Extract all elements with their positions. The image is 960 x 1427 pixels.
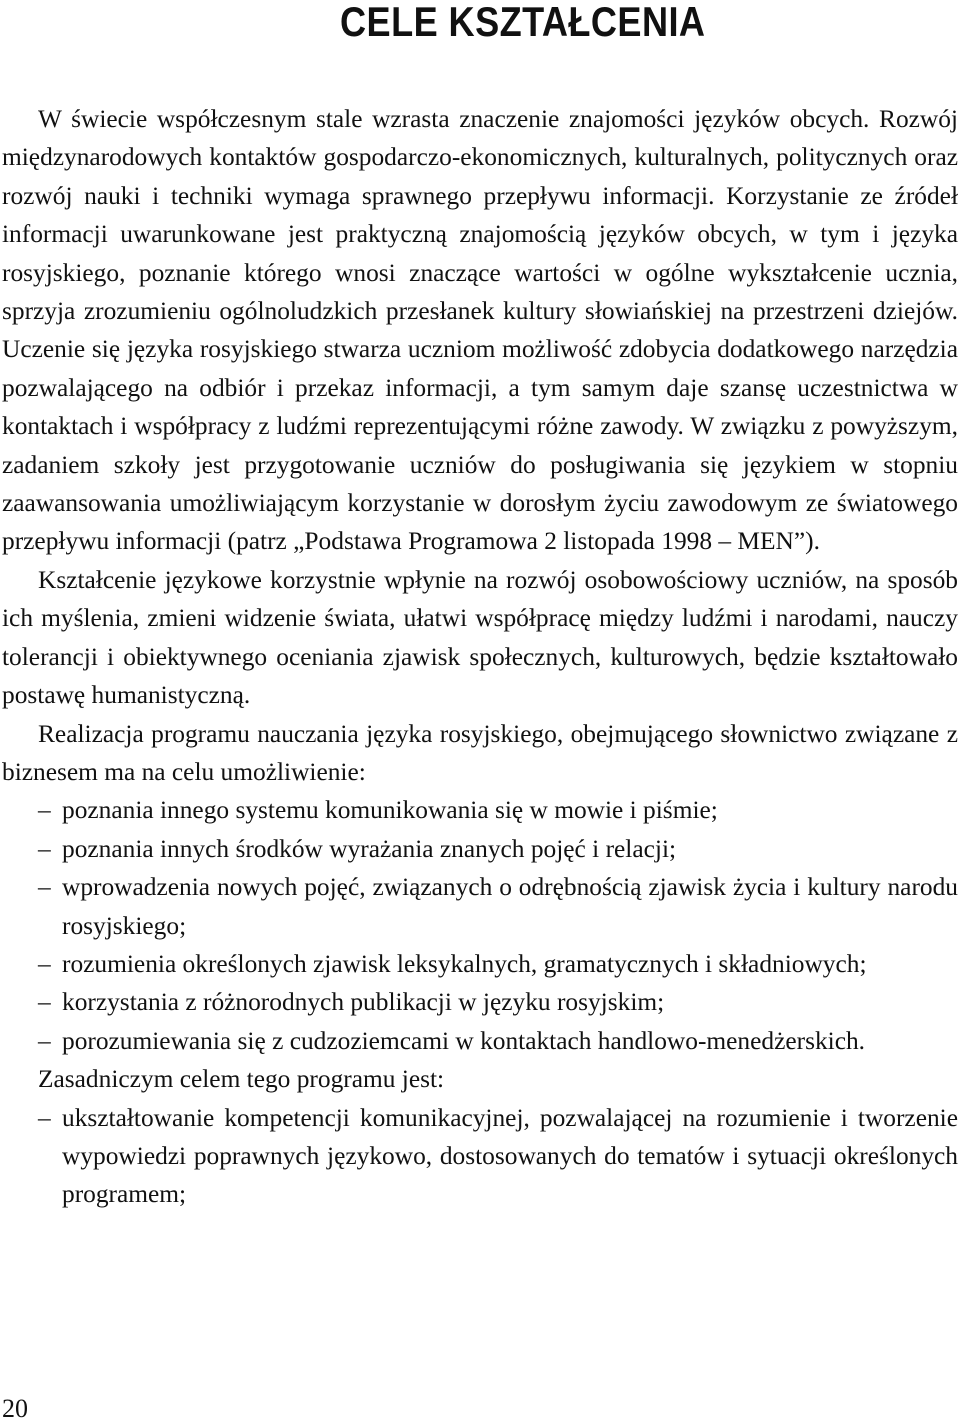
list-item-text: porozumiewania się z cudzoziemcami w kontaktach handlowo-menedżerskich. (62, 1026, 866, 1055)
dash-bullet: – (38, 988, 51, 1017)
dash-bullet: – (38, 1026, 51, 1055)
list-item-text: poznania innego systemu komunikowania się w mowie i piśmie; (62, 796, 718, 825)
list-item-text: wprowadzenia nowych pojęć, związanych o odrębnością zjawisk życia i kultury narodu rosyjskiego; (62, 873, 958, 940)
dash-bullet: – (38, 1103, 51, 1132)
list-item (2, 1099, 958, 1214)
document-body (2, 100, 958, 1214)
list-item-text: poznania innych środków wyrażania znanych pojęć i relacji; (62, 834, 677, 863)
dash-bullet: – (38, 796, 51, 825)
list-item-text: rozumienia określonych zjawisk leksykalnych, gramatycznych i składniowych; (62, 949, 867, 978)
page-title: CELE KSZTAŁCENIA (340, 0, 706, 45)
paragraph-education: Kształcenie językowe korzystnie wpłynie na rozwój osobowościowy uczniów, na sposób ich myślenia, zmieni widzenie świata, ułatwi współpracę między ludźmi i narodami, nauczy tolerancji i obiektywnego oceniania zjawisk społecznych, kulturowych, będzie kształtowało postawę humanistyczną. (2, 565, 958, 710)
dash-bullet: – (38, 834, 51, 863)
list-item (2, 1022, 958, 1060)
list-item (2, 945, 958, 983)
list-item (2, 983, 958, 1021)
paragraph-intro: W świecie współczesnym stale wzrasta znaczenie znajomości języków obcych. Rozwój międzynarodowych kontaktów gospodarczo-ekonomicznych, kulturalnych, politycznych oraz rozwój nauki i techniki wymaga sprawnego przepływu informacji. Korzystanie ze źródeł informacji uwarunkowane jest praktyczną znajomością języków obcych, w tym i języka rosyjskiego, poznanie którego wnosi znaczące wartości w ogólne wykształcenie ucznia, sprzyja zrozumieniu ogólnoludzkich przesłanek kultury słowiańskiej na przestrzeni dziejów. Uczenie się języka rosyjskiego stwarza uczniom możliwość zdobycia dodatkowego narzędzia pozwalającego na odbiór i przekaz informacji, a tym samym daje szansę uczestnictwa w kontaktach i współpracy z ludźmi reprezentującymi różne zawody. W związku z powyższym, zadaniem szkoły jest przygotowanie uczniów do posługiwania się językiem w stopniu zaawansowania umożliwiającym korzystanie w dorosłym życiu zawodowym ze światowego przepływu informacji (patrz „Podstawa Programowa 2 listopada 1998 – MEN”). (2, 105, 958, 556)
main-goal-list (2, 1099, 958, 1214)
list-item (2, 830, 958, 868)
dash-bullet: – (38, 949, 51, 978)
list-item-text: ukształtowanie kompetencji komunikacyjnej, pozwalającej na rozumienie i tworzenie wypowiedzi poprawnych językowo, dostosowanych do tematów i sytuacji określonych programem; (62, 1103, 958, 1209)
paragraph-program: Realizacja programu nauczania języka rosyjskiego, obejmującego słownictwo związane z biznesem ma na celu umożliwienie: (2, 719, 958, 786)
list-item (2, 868, 958, 945)
page-number: 20 (2, 1394, 28, 1423)
goals-list (2, 791, 958, 1060)
list-item (2, 791, 958, 829)
paragraph-main-goal: Zasadniczym celem tego programu jest: (38, 1065, 445, 1094)
list-item-text: korzystania z różnorodnych publikacji w języku rosyjskim; (62, 988, 665, 1017)
dash-bullet: – (38, 873, 51, 902)
